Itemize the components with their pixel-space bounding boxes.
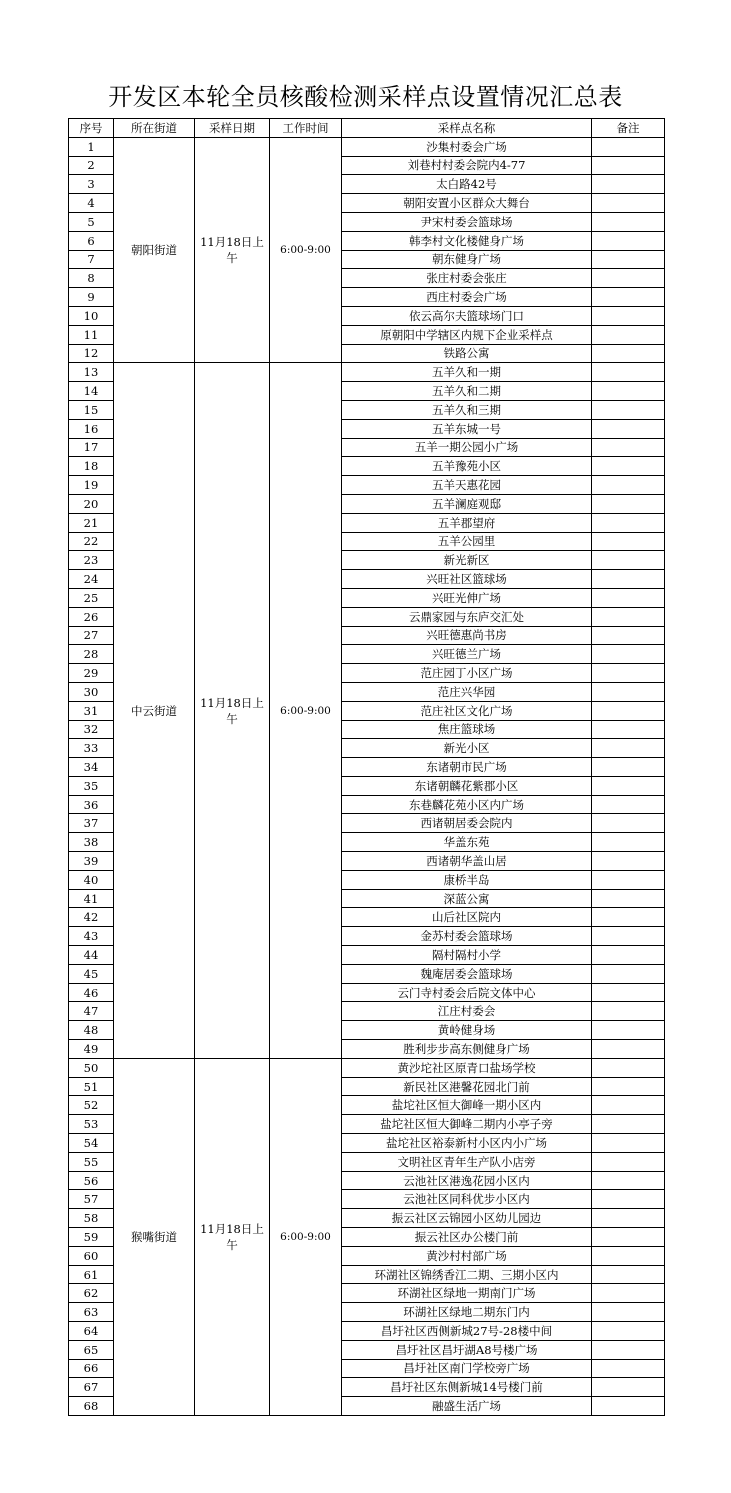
site-name-cell: 盐坨社区恒大御峰一期小区内 [342,1096,592,1115]
row-number: 52 [69,1096,114,1115]
site-name-cell: 张庄村委会张庄 [342,269,592,288]
remark-cell [592,137,665,156]
row-number: 50 [69,1058,114,1077]
date-cell: 11月18日上午 [195,137,270,363]
row-number: 62 [69,1284,114,1303]
site-name-cell: 云池社区港逸花园小区内 [342,1171,592,1190]
site-name-cell: 昌圩社区昌圩湖A8号楼广场 [342,1340,592,1359]
row-number: 46 [69,983,114,1002]
site-name-cell: 云门寺村委会后院文体中心 [342,983,592,1002]
row-number: 2 [69,156,114,175]
remark-cell [592,476,665,495]
site-name-cell: 环湖社区绿地二期东门内 [342,1303,592,1322]
row-number: 51 [69,1077,114,1096]
site-name-cell: 东诸朝市民广场 [342,758,592,777]
row-number: 16 [69,419,114,438]
row-number: 29 [69,664,114,683]
site-name-cell: 新光新区 [342,551,592,570]
remark-cell [592,513,665,532]
remark-cell [592,1228,665,1247]
remark-cell [592,419,665,438]
site-name-cell: 云鼎家园与东庐交汇处 [342,607,592,626]
table-row [69,363,665,382]
site-name-cell: 西诸朝居委会院内 [342,814,592,833]
row-number: 15 [69,400,114,419]
remark-cell [592,156,665,175]
site-name-cell: 焦庄篮球场 [342,720,592,739]
remark-cell [592,1002,665,1021]
site-name-cell: 兴旺德惠尚书房 [342,626,592,645]
site-name-cell: 五羊公园里 [342,532,592,551]
remark-cell [592,1171,665,1190]
remark-cell [592,1378,665,1397]
remark-cell [592,532,665,551]
row-number: 35 [69,776,114,795]
remark-cell [592,701,665,720]
remark-cell [592,964,665,983]
site-name-cell: 原朝阳中学辖区内规下企业采样点 [342,325,592,344]
row-number: 1 [69,137,114,156]
remark-cell [592,438,665,457]
remark-cell [592,1303,665,1322]
site-name-cell: 五羊东城一号 [342,419,592,438]
remark-cell [592,1359,665,1378]
site-name-cell: 韩李村文化楼健身广场 [342,231,592,250]
site-name-cell: 华盖东苑 [342,833,592,852]
remark-cell [592,927,665,946]
remark-cell [592,1246,665,1265]
row-number: 5 [69,212,114,231]
remark-cell [592,1077,665,1096]
remark-cell [592,626,665,645]
remark-cell [592,1322,665,1341]
site-name-cell: 环湖社区绿地一期南门广场 [342,1284,592,1303]
remark-cell [592,1190,665,1209]
row-number: 56 [69,1171,114,1190]
site-name-cell: 依云高尔夫篮球场门口 [342,306,592,325]
site-name-cell: 五羊澜庭观邸 [342,494,592,513]
table-row [69,1058,665,1077]
remark-cell [592,720,665,739]
remark-cell [592,363,665,382]
site-name-cell: 新光小区 [342,739,592,758]
remark-cell [592,250,665,269]
row-number: 48 [69,1021,114,1040]
row-number: 3 [69,175,114,194]
row-number: 47 [69,1002,114,1021]
remark-cell [592,1152,665,1171]
site-name-cell: 东巷麟花苑小区内广场 [342,795,592,814]
row-number: 6 [69,231,114,250]
remark-cell [592,870,665,889]
site-name-cell: 范庄园丁小区广场 [342,664,592,683]
remark-cell [592,908,665,927]
row-number: 59 [69,1228,114,1247]
street-cell: 猴嘴街道 [114,1058,195,1415]
row-number: 34 [69,758,114,777]
table-body [69,137,665,1415]
site-name-cell: 兴旺德兰广场 [342,645,592,664]
row-number: 65 [69,1340,114,1359]
header-street: 所在街道 [114,119,195,138]
row-number: 36 [69,795,114,814]
site-name-cell: 昌圩社区西侧新城27号-28楼中间 [342,1322,592,1341]
row-number: 40 [69,870,114,889]
remark-cell [592,1040,665,1059]
row-number: 33 [69,739,114,758]
site-name-cell: 深蓝公寓 [342,889,592,908]
site-name-cell: 太白路42号 [342,175,592,194]
row-number: 10 [69,306,114,325]
remark-cell [592,889,665,908]
site-name-cell: 金苏村委会篮球场 [342,927,592,946]
site-name-cell: 融盛生活广场 [342,1397,592,1416]
page-title: 开发区本轮全员核酸检测采样点设置情况汇总表 [108,83,623,111]
remark-cell [592,570,665,589]
remark-cell [592,1340,665,1359]
row-number: 67 [69,1378,114,1397]
row-number: 37 [69,814,114,833]
remark-cell [592,664,665,683]
site-name-cell: 尹宋村委会篮球场 [342,212,592,231]
remark-cell [592,607,665,626]
remark-cell [592,1134,665,1153]
remark-cell [592,739,665,758]
row-number: 27 [69,626,114,645]
site-name-cell: 黄岭健身场 [342,1021,592,1040]
remark-cell [592,231,665,250]
remark-cell [592,758,665,777]
remark-cell [592,457,665,476]
row-number: 7 [69,250,114,269]
remark-cell [592,588,665,607]
remark-cell [592,494,665,513]
row-number: 42 [69,908,114,927]
row-number: 68 [69,1397,114,1416]
site-name-cell: 五羊天惠花园 [342,476,592,495]
row-number: 63 [69,1303,114,1322]
row-number: 4 [69,194,114,213]
time-cell: 6:00-9:00 [270,1058,342,1415]
site-name-cell: 范庄社区文化广场 [342,701,592,720]
row-number: 43 [69,927,114,946]
site-name-cell: 盐坨社区裕泰新村小区内小广场 [342,1134,592,1153]
header-remark: 备注 [592,119,665,138]
row-number: 26 [69,607,114,626]
remark-cell [592,946,665,965]
remark-cell [592,1265,665,1284]
remark-cell [592,1397,665,1416]
date-cell: 11月18日上午 [195,1058,270,1415]
row-number: 53 [69,1115,114,1134]
site-name-cell: 朝东健身广场 [342,250,592,269]
row-number: 19 [69,476,114,495]
site-name-cell: 西庄村委会广场 [342,288,592,307]
site-name-cell: 五羊一期公园小广场 [342,438,592,457]
site-name-cell: 五羊豫苑小区 [342,457,592,476]
row-number: 9 [69,288,114,307]
row-number: 38 [69,833,114,852]
row-number: 22 [69,532,114,551]
remark-cell [592,1115,665,1134]
row-number: 45 [69,964,114,983]
street-cell: 中云街道 [114,363,195,1058]
remark-cell [592,1209,665,1228]
row-number: 28 [69,645,114,664]
date-cell: 11月18日上午 [195,363,270,1058]
site-name-cell: 刘巷村村委会院内4-77 [342,156,592,175]
site-name-cell: 五羊久和三期 [342,400,592,419]
site-name-cell: 振云社区办公楼门前 [342,1228,592,1247]
row-number: 24 [69,570,114,589]
site-name-cell: 康桥半岛 [342,870,592,889]
row-number: 41 [69,889,114,908]
row-number: 61 [69,1265,114,1284]
remark-cell [592,814,665,833]
remark-cell [592,344,665,363]
site-name-cell: 五羊久和二期 [342,382,592,401]
row-number: 25 [69,588,114,607]
site-name-cell: 五羊郡望府 [342,513,592,532]
row-number: 17 [69,438,114,457]
row-number: 30 [69,682,114,701]
row-number: 60 [69,1246,114,1265]
remark-cell [592,382,665,401]
sampling-sites-table [68,118,665,1416]
site-name-cell: 黄沙坨社区原青口盐场学校 [342,1058,592,1077]
row-number: 54 [69,1134,114,1153]
site-name-cell: 山后社区院内 [342,908,592,927]
header-no: 序号 [69,119,114,138]
header-row [69,119,665,138]
remark-cell [592,682,665,701]
site-name-cell: 环湖社区锦绣香江二期、三期小区内 [342,1265,592,1284]
row-number: 55 [69,1152,114,1171]
row-number: 31 [69,701,114,720]
remark-cell [592,1058,665,1077]
row-number: 14 [69,382,114,401]
site-name-cell: 黄沙村村部广场 [342,1246,592,1265]
remark-cell [592,852,665,871]
row-number: 20 [69,494,114,513]
site-name-cell: 铁路公寓 [342,344,592,363]
street-cell: 朝阳街道 [114,137,195,363]
row-number: 57 [69,1190,114,1209]
site-name-cell: 兴旺光伸广场 [342,588,592,607]
row-number: 44 [69,946,114,965]
site-name-cell: 兴旺社区篮球场 [342,570,592,589]
remark-cell [592,833,665,852]
remark-cell [592,1284,665,1303]
header-site: 采样点名称 [342,119,592,138]
site-name-cell: 魏庵居委会篮球场 [342,964,592,983]
site-name-cell: 昌圩社区南门学校旁广场 [342,1359,592,1378]
remark-cell [592,1021,665,1040]
row-number: 58 [69,1209,114,1228]
remark-cell [592,551,665,570]
site-name-cell: 胜利步步高东侧健身广场 [342,1040,592,1059]
site-name-cell: 盐坨社区恒大御峰二期内小亭子旁 [342,1115,592,1134]
header-date: 采样日期 [195,119,270,138]
remark-cell [592,194,665,213]
row-number: 21 [69,513,114,532]
row-number: 23 [69,551,114,570]
remark-cell [592,1096,665,1115]
row-number: 66 [69,1359,114,1378]
row-number: 32 [69,720,114,739]
row-number: 8 [69,269,114,288]
remark-cell [592,288,665,307]
site-name-cell: 西诸朝华盖山居 [342,852,592,871]
remark-cell [592,175,665,194]
time-cell: 6:00-9:00 [270,363,342,1058]
row-number: 39 [69,852,114,871]
site-name-cell: 振云社区云锦园小区幼儿园边 [342,1209,592,1228]
remark-cell [592,325,665,344]
row-number: 13 [69,363,114,382]
site-name-cell: 朝阳安置小区群众大舞台 [342,194,592,213]
site-name-cell: 东诸朝麟花紫郡小区 [342,776,592,795]
site-name-cell: 昌圩社区东侧新城14号楼门前 [342,1378,592,1397]
remark-cell [592,645,665,664]
row-number: 12 [69,344,114,363]
remark-cell [592,306,665,325]
site-name-cell: 范庄兴华园 [342,682,592,701]
remark-cell [592,400,665,419]
site-name-cell: 云池社区同科优步小区内 [342,1190,592,1209]
site-name-cell: 隔村隔村小学 [342,946,592,965]
site-name-cell: 五羊久和一期 [342,363,592,382]
row-number: 49 [69,1040,114,1059]
time-cell: 6:00-9:00 [270,137,342,363]
header-time: 工作时间 [270,119,342,138]
site-name-cell: 沙集村委会广场 [342,137,592,156]
row-number: 11 [69,325,114,344]
row-number: 18 [69,457,114,476]
site-name-cell: 江庄村委会 [342,1002,592,1021]
site-name-cell: 新民社区港馨花园北门前 [342,1077,592,1096]
remark-cell [592,983,665,1002]
site-name-cell: 文明社区青年生产队小店旁 [342,1152,592,1171]
table-row [69,137,665,156]
remark-cell [592,795,665,814]
row-number: 64 [69,1322,114,1341]
remark-cell [592,212,665,231]
remark-cell [592,776,665,795]
remark-cell [592,269,665,288]
